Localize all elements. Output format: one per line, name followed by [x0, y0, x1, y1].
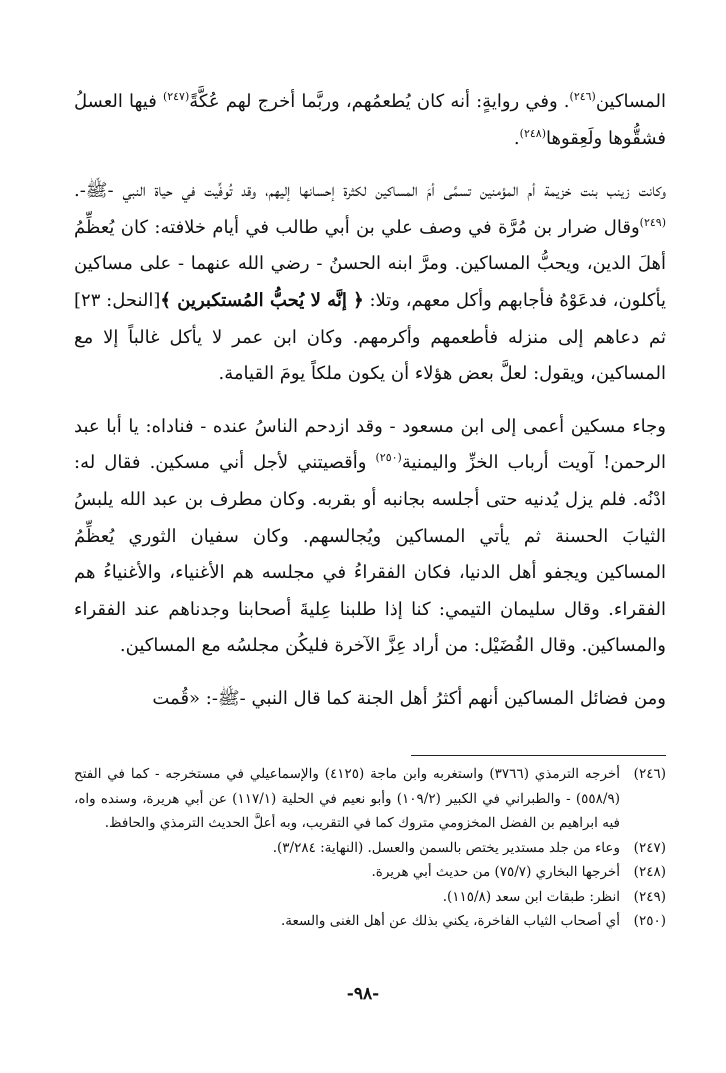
page-number: -٩٨- — [346, 984, 380, 1004]
paragraph-1 — [74, 84, 666, 157]
text-run: [النحل: ٢٣] ثم دعاهم إلى منزله فأطعمهم وأكرمهم. وكان ابن عمر لا يأكل غالباً إلا مع المساكين، ويقول: لعلَّ بعض هؤلاء أن يكون ملكاً يومَ القيامة. — [74, 289, 666, 385]
footnote-247 — [74, 836, 666, 861]
paragraph-2 — [74, 173, 666, 393]
footnote-249 — [74, 885, 666, 910]
footnote-text: أخرجه الترمذي (٣٧٦٦) واستغربه وابن ماجة (٤١٢٥) والإسماعيلي في مستخرجه - كما في الفتح (٥٥٨/٩) - والطبراني في الكبير (١٠٩/٢) وأبو نعيم في الحلية (١١٧/١) عن أبي هريرة، وسنده واه، فيه ابراهيم بن الفضل المخزومي متروك كما في التقريب، وبه أعلَّ الحديث الترمذي والحافظ. — [74, 766, 620, 831]
quran-quote: ﴿ إنَّه لا يُحبُّ المُستكبرين ﴾ — [160, 289, 364, 311]
text-run: وقال ضرار بن مُرَّة في وصف علي بن أبي طالب في أيام خلافته: كان يُعظِّمُ أهلَ الدين، ويحبُّ المساكين. ومرَّ ابنه الحسنُ - رضي الله عنهما - على مساكين يأكلون، فدعَوْهُ فأجابهم وأكل معهم، وتلا: — [74, 216, 666, 311]
footnotes-section — [74, 762, 666, 934]
footnote-246 — [74, 762, 666, 836]
main-text — [74, 84, 666, 718]
footnote-text: وعاء من جلد مستدير يختص بالسمن والعسل. (النهاية: ٣/٢٨٤). — [272, 839, 620, 856]
text-run: وجاء مسكين أعمى إلى ابن مسعود - وقد ازدحم الناسُ عنده - فناداه: يا أبا عبد الرحمن! آويت أرباب الخزِّ واليمنية — [74, 415, 666, 474]
text-run: وأقصيتني لأجل أني مسكين. فقال له: ادْنُه. فلم يزل يُدنيه حتى أجلسه بجانبه أو بقربه. وكان مطرف بن عبد الله يلبسُ الثيابَ الحسنة ثم يأتي المساكين ويُجالسهم. وكان سفيان الثوري يُعظِّمُ المساكين ويجفو أهل الدنيا، فكان الفقراءُ في مجلسه هم الأغنياء، والأغنياءُ هم الفقراء. وقال سليمان التيمي: كنا إذا طلبنا عِليةَ أصحابنا وجدناهم عند الفقراء والمساكين. وقال الفُضَيْل: من أراد عِزَّ الآخرة فليكُن مجلسُه مع المساكين. — [74, 452, 666, 657]
footnote-number: (٢٥٠) — [633, 913, 666, 929]
footnote-ref-247[interactable]: (٢٤٧) — [162, 90, 190, 103]
footnote-number: (٢٤٦) — [633, 766, 666, 782]
footnote-250 — [74, 909, 666, 934]
footnote-text: انظر: طبقات ابن سعد (١١٥/٨). — [442, 888, 620, 905]
footnote-ref-250[interactable]: (٢٥٠) — [375, 451, 402, 465]
text-run: وكانت زينب بنت خزيمة أم المؤمنين تسمَّى أمَ المساكين لكثرة إحسانها إليهم، وقد تُوفِّيت في حياة النبي -ﷺ-. — [74, 180, 666, 202]
paragraph-4 — [74, 681, 666, 718]
text-run: فيها العسلُ فشقُّوها ولَعِقوها — [74, 91, 666, 149]
page-content — [74, 84, 666, 718]
footnote-ref-249[interactable]: (٢٤٩) — [639, 215, 666, 229]
footnote-number: (٢٤٨) — [633, 864, 666, 880]
footnote-number: (٢٤٧) — [633, 839, 666, 856]
text-run: . وفي روايةٍ: أنه كان يُطعمُهم، وربَّما أخرج لهم عُكَّةً — [189, 91, 570, 112]
paragraph-3 — [74, 409, 666, 665]
footnote-ref-246[interactable]: (٢٤٦) — [569, 90, 596, 103]
footnote-ref-248[interactable]: (٢٤٨) — [519, 126, 546, 140]
footnote-text: أخرجها البخاري (٧٥/٧) من حديث أبي هريرة. — [371, 864, 620, 880]
text-run: . — [513, 127, 520, 149]
footnote-248 — [74, 860, 666, 885]
text-run: المساكين — [595, 91, 666, 112]
text-run: ومن فضائل المساكين أنهم أكثرُ أهل الجنة كما قال النبي -ﷺ-: «قُمت — [152, 687, 666, 709]
footnote-divider — [411, 755, 666, 756]
footnote-text: أي أصحاب الثياب الفاخرة، يكني بذلك عن أهل الغنى والسعة. — [280, 913, 620, 929]
footnote-number: (٢٤٩) — [633, 888, 666, 905]
